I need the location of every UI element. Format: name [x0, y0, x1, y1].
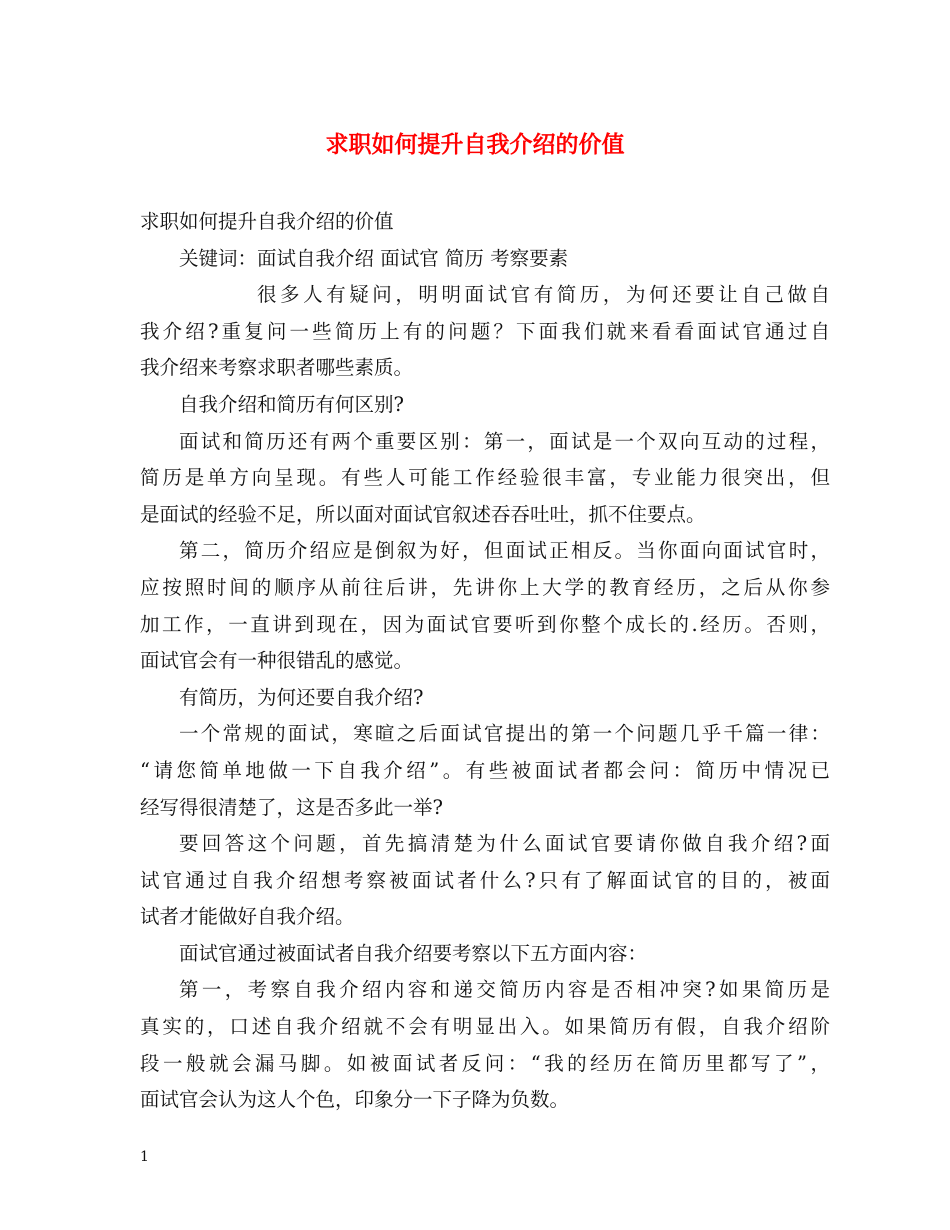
document-body [140, 204, 830, 1119]
body-line: 加工作，一直讲到现在，因为面试官要听到你整个成长的.经历。否则， [140, 612, 830, 636]
body-line: 我介绍?重复问一些简历上有的问题？下面我们就来看看面试官通过自 [140, 319, 830, 343]
body-line: 关键词：面试自我介绍 面试官 简历 考察要素 [179, 246, 569, 270]
body-line: 试官通过自我介绍想考察被面试者什么?只有了解面试官的目的，被面 [140, 868, 830, 892]
body-line: 我介绍来考察求职者哪些素质。 [140, 356, 414, 380]
body-line: 是面试的经验不足，所以面对面试官叙述吞吞吐吐，抓不住要点。 [140, 502, 706, 526]
body-line: 经写得很清楚了，这是否多此一举? [140, 795, 443, 819]
body-line: 应按照时间的顺序从前往后讲，先讲你上大学的教育经历，之后从你参 [140, 575, 830, 599]
body-line: 要回答这个问题，首先搞清楚为什么面试官要请你做自我介绍?面 [179, 832, 830, 856]
body-line: 自我介绍和简历有何区别? [179, 392, 404, 416]
body-line: 很多人有疑问，明明面试官有简历，为何还要让自己做自 [257, 283, 830, 307]
body-line: 第二，简历介绍应是倒叙为好，但面试正相反。当你面向面试官时， [179, 539, 830, 563]
body-line: 简历是单方向呈现。有些人可能工作经验很丰富，专业能力很突出，但 [140, 466, 830, 490]
body-line: 第一，考察自我介绍内容和递交简历内容是否相冲突?如果简历是 [179, 978, 830, 1002]
body-line: 面试和简历还有两个重要区别：第一，面试是一个双向互动的过程， [179, 429, 830, 453]
body-line: “请您简单地做一下自我介绍”。有些被面试者都会问：简历中情况已 [140, 758, 830, 782]
body-line: 一个常规的面试，寒暄之后面试官提出的第一个问题几乎千篇一律： [179, 722, 830, 746]
body-line: 求职如何提升自我介绍的价值 [140, 210, 394, 233]
body-line: 面试官会认为这人个色，印象分一下子降为负数。 [140, 1088, 570, 1112]
body-line: 面试官会有一种很错乱的感觉。 [140, 649, 414, 673]
body-line: 面试官通过被面试者自我介绍要考察以下五方面内容： [179, 941, 648, 965]
body-line: 有简历，为何还要自我介绍? [179, 685, 424, 709]
body-line: 真实的，口述自我介绍就不会有明显出入。如果简历有假，自我介绍阶 [140, 1015, 830, 1039]
body-line: 段一般就会漏马脚。如被面试者反问：“我的经历在简历里都写了”， [140, 1051, 830, 1075]
body-line: 试者才能做好自我介绍。 [140, 905, 355, 929]
page-number: 1 [140, 1149, 149, 1165]
document-title: 求职如何提升自我介绍的价值 [325, 131, 625, 158]
